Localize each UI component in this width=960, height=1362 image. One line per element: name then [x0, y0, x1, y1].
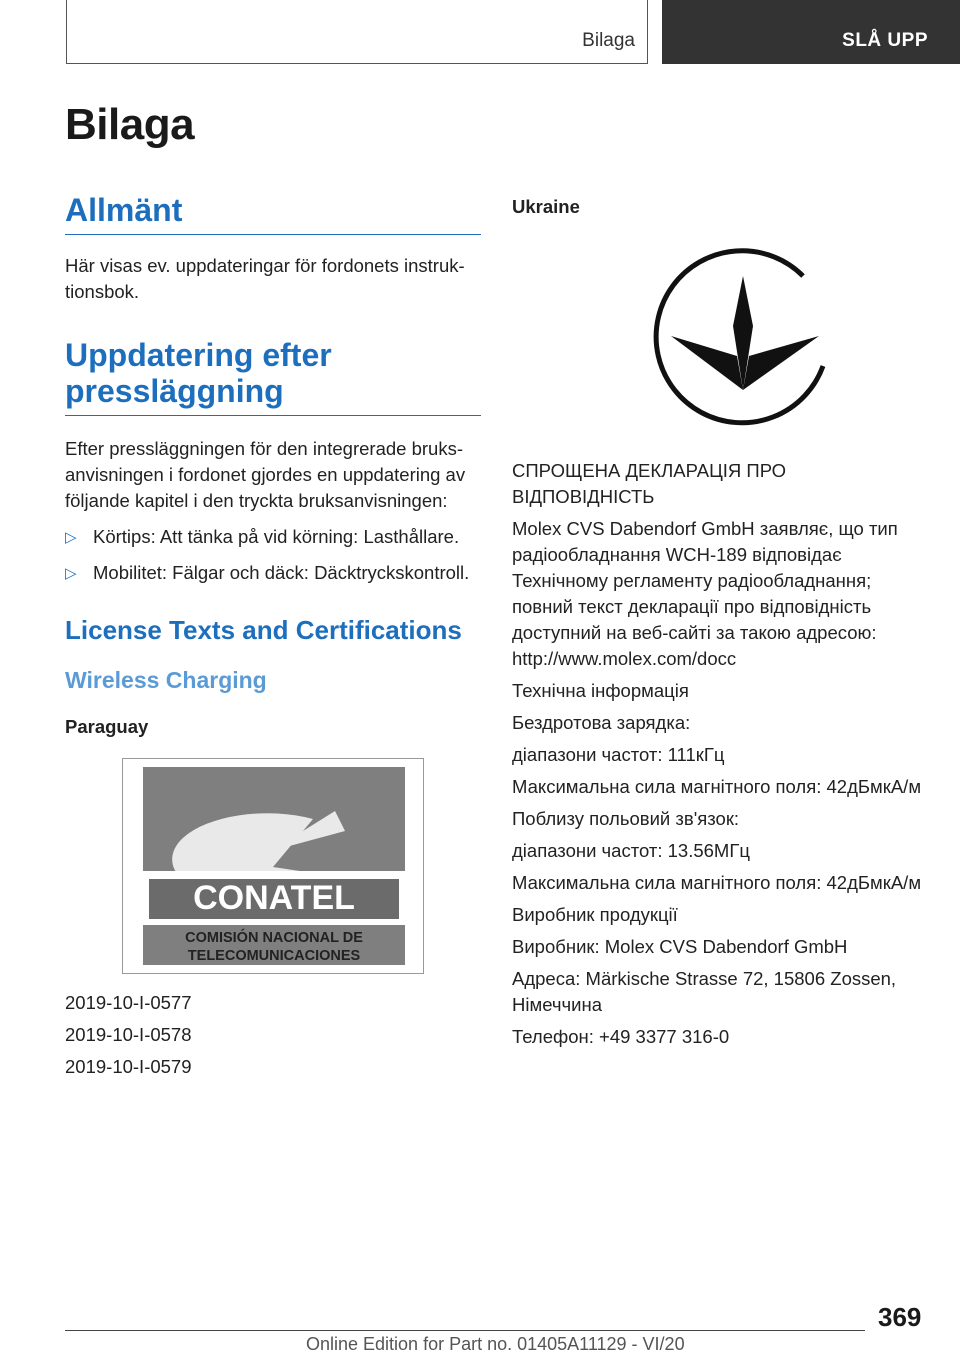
header-section-tab[interactable]	[66, 0, 648, 64]
list-item	[65, 560, 481, 586]
ua-line: Бездротова зарядка:	[512, 712, 691, 733]
conatel-line2: TELECOMUNICACIONES	[187, 948, 361, 964]
ua-line: СПРОЩЕНА ДЕКЛАРАЦІЯ ПРО ВІДПОВІДНІСТЬ	[512, 460, 787, 507]
conatel-logo-graphic	[123, 759, 423, 973]
cert-code: 2019-10-I-0577	[65, 992, 192, 1013]
ukraine-declaration	[512, 458, 922, 1050]
ua-line: Виробник продукції	[512, 904, 678, 925]
ua-line: Адреса: Märkische Strasse 72, 15806 Zossen, Німеччина	[512, 968, 897, 1015]
ua-line: Телефон: +49 3377 316-0	[512, 1026, 730, 1047]
conatel-logo	[122, 758, 424, 974]
footer-divider	[65, 1330, 865, 1331]
bullet-text[interactable]: Mobilitet: Fälgar och däck: Däcktryckskontroll.	[93, 562, 470, 583]
slaa-upp-label: SLÅ UPP	[842, 30, 928, 51]
right-column	[512, 192, 922, 1050]
country-paraguay: Paraguay	[65, 716, 149, 737]
cert-code: 2019-10-I-0579	[65, 1056, 192, 1077]
list-item	[65, 524, 481, 550]
ua-line: Технічна інформація	[512, 680, 689, 701]
ua-line: діапазони частот: 111кГц	[512, 744, 725, 765]
conatel-line1: COMISIÓN NACIONAL DE	[185, 930, 363, 946]
heading-allmant: Allmänt	[65, 192, 481, 235]
heading-wireless-charging: Wireless Charging	[65, 667, 267, 693]
slaa-upp-button[interactable]	[662, 0, 960, 64]
ua-line: Максимальна сила магнітного поля: 42дБмкА/м	[512, 776, 922, 797]
country-ukraine: Ukraine	[512, 196, 580, 217]
triangle-bullet-icon: ▷	[65, 565, 77, 582]
ua-line: Виробник: Molex CVS Dabendorf GmbH	[512, 936, 848, 957]
ukraine-conformity-mark-icon	[653, 248, 833, 428]
page-title: Bilaga	[65, 100, 195, 149]
allmant-text: Här visas ev. uppdateringar för fordonets instruktionsbok.	[65, 255, 465, 302]
triangle-bullet-icon: ▷	[65, 529, 77, 546]
page-number: 369	[878, 1302, 922, 1332]
ua-line: Поблизу польовий зв'язок:	[512, 808, 740, 829]
footer-edition: Online Edition for Part no. 01405A11129 - VI/20	[306, 1334, 685, 1354]
heading-uppdatering: Uppdatering efter pressläggning	[65, 337, 481, 416]
cert-code: 2019-10-I-0578	[65, 1024, 192, 1045]
uppdatering-text: Efter pressläggningen för den integrerade bruksanvisningen i fordonet gjordes en uppdatering av följande kapitel i den tryckta bruksanvisningen:	[65, 438, 466, 511]
left-column	[65, 192, 481, 1080]
bullet-text[interactable]: Körtips: Att tänka på vid körning: Lasthållare.	[93, 526, 460, 547]
heading-license: License Texts and Certifications	[65, 615, 462, 645]
ua-line: діапазони частот: 13.56МГц	[512, 840, 750, 861]
ua-line: Molex CVS Dabendorf GmbH заявляє, що тип радіообладнання WCH-189 відповідає Технічному регламенту радіообладнання; повний текст декларації про відповідність доступний на веб-сайті за такою адресою: http://www.molex.com/docc	[512, 518, 898, 669]
conatel-name: CONATEL	[193, 879, 355, 917]
ua-line: Максимальна сила магнітного поля: 42дБмкА/м	[512, 872, 922, 893]
header-section-label: Bilaga	[582, 30, 635, 51]
